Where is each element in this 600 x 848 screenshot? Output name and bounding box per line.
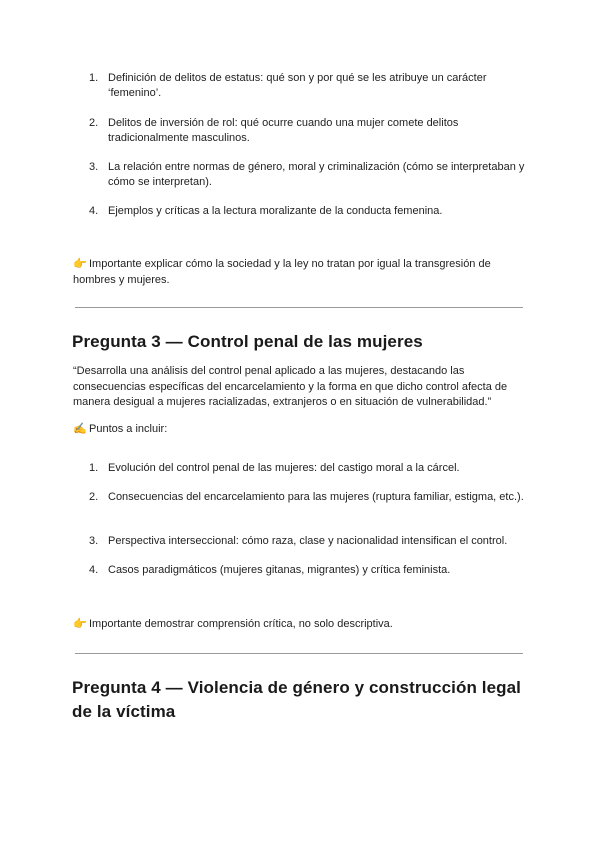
pointing-hand-icon: 👉: [73, 258, 87, 270]
points-label-text: Puntos a incluir:: [89, 423, 168, 435]
list-text: Casos paradigmáticos (mujeres gitanas, migrantes) y crítica feminista.: [108, 564, 451, 576]
list-number: 2.: [89, 117, 99, 129]
list-number: 1.: [89, 72, 99, 84]
note-text: Importante demostrar comprensión crítica, no solo descriptiva.: [89, 618, 393, 630]
list-number: 3.: [89, 161, 99, 173]
list-text: La relación entre normas de género, moral y criminalización (cómo se interpretaban y cómo se interpretan).: [108, 161, 525, 188]
list-text: Perspectiva interseccional: cómo raza, clase y nacionalidad intensifican el control.: [108, 535, 508, 547]
list-text: Consecuencias del encarcelamiento para las mujeres (ruptura familiar, estigma, etc.).: [108, 491, 524, 503]
list-number: 1.: [89, 462, 99, 474]
list-number: 4.: [89, 564, 99, 576]
horizontal-divider: [75, 653, 523, 654]
points-label: [73, 422, 528, 438]
list-text: Delitos de inversión de rol: qué ocurre cuando una mujer comete delitos tradicionalmente masculinos.: [108, 117, 459, 144]
horizontal-divider: [75, 307, 523, 308]
list-text: Evolución del control penal de las mujeres: del castigo moral a la cárcel.: [108, 462, 460, 474]
note-paragraph: [73, 257, 528, 288]
note-paragraph: [73, 617, 528, 633]
quote-paragraph: “Desarrolla una análisis del control penal aplicado a las mujeres, destacando las consecuencias específicas del encarcelamiento y la forma en que dicho control afecta de manera desigual a mujeres racializadas, extranjeros o en situación de vulnerabilidad.”: [73, 365, 508, 408]
list-number: 4.: [89, 205, 99, 217]
writing-hand-icon: ✍: [73, 423, 87, 435]
section-heading: Pregunta 4 — Violencia de género y construcción legal de la víctima: [72, 678, 522, 721]
list-text: Ejemplos y críticas a la lectura moralizante de la conducta femenina.: [108, 205, 443, 217]
list-text: Definición de delitos de estatus: qué son y por qué se les atribuye un carácter ‘femenino’.: [108, 72, 487, 99]
section-heading: Pregunta 3 — Control penal de las mujeres: [72, 332, 423, 351]
note-text: Importante explicar cómo la sociedad y la ley no tratan por igual la transgresión de hombres y mujeres.: [73, 258, 491, 286]
list-number: 3.: [89, 535, 99, 547]
pointing-hand-icon: 👉: [73, 618, 87, 630]
list-number: 2.: [89, 491, 99, 503]
